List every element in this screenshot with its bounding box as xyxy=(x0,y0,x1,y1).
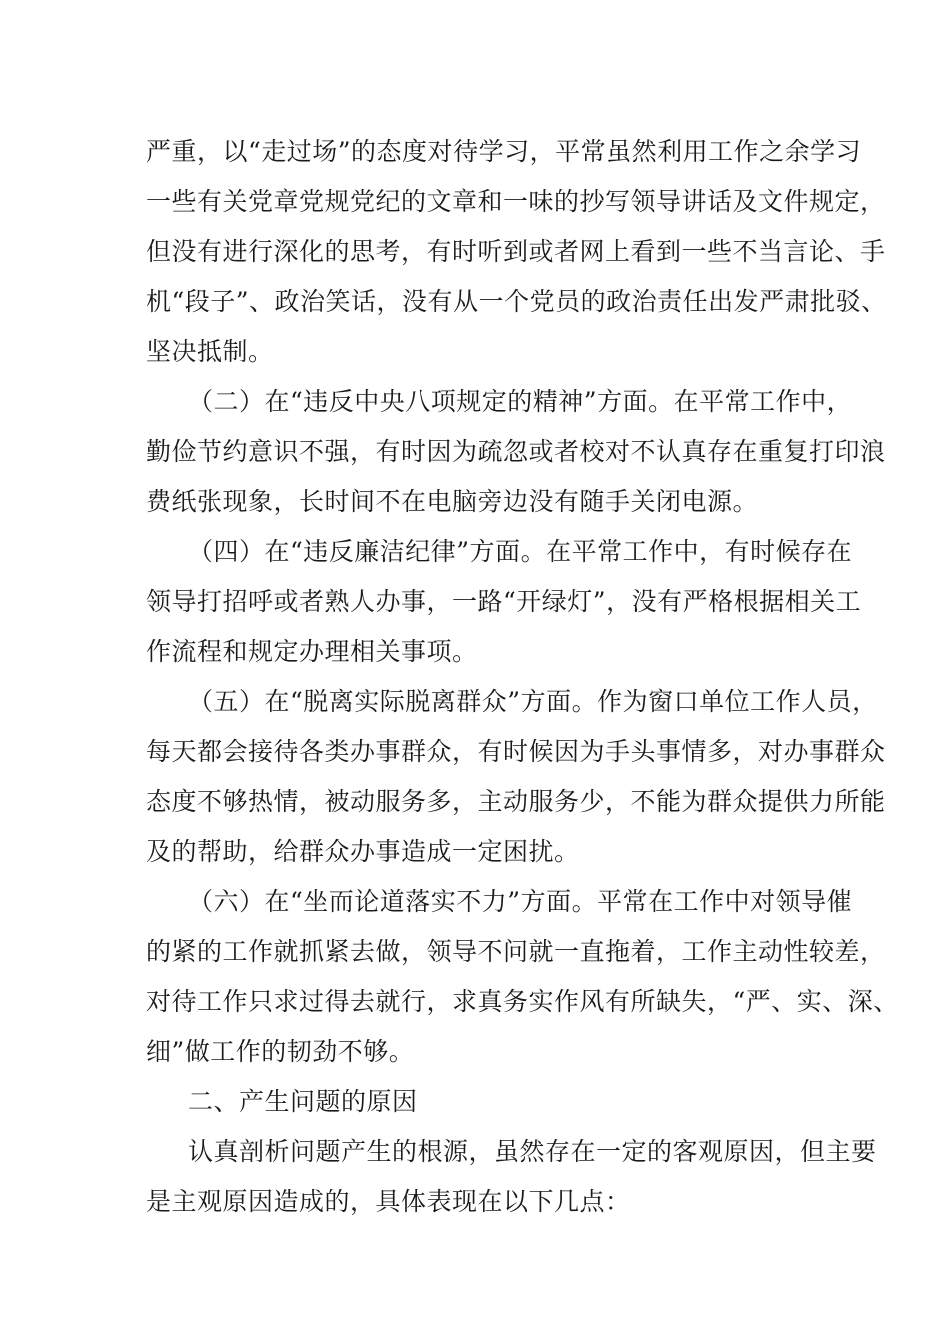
text-line: 严重，以“走过场”的态度对待学习，平常虽然利用工作之余学习 xyxy=(146,137,862,166)
paragraph-start-line: （四）在“违反廉洁纪律”方面。在平常工作中，有时候存在 xyxy=(188,537,853,566)
section-heading: 二、产生问题的原因 xyxy=(188,1087,418,1116)
text-line: 坚决抵制。 xyxy=(146,337,274,366)
text-line: 的紧的工作就抓紧去做，领导不问就一直拖着，工作主动性较差， xyxy=(146,937,886,966)
text-line: 对待工作只求过得去就行，求真务实作风有所缺失，“严、实、深、 xyxy=(146,987,899,1016)
paragraph-start-line: （五）在“脱离实际脱离群众”方面。作为窗口单位工作人员， xyxy=(188,687,878,716)
text-line: 一些有关党章党规党纪的文章和一味的抄写领导讲话及文件规定， xyxy=(146,187,886,216)
text-line: 每天都会接待各类办事群众，有时候因为手头事情多，对办事群众 xyxy=(146,737,886,766)
text-line: 作流程和规定办理相关事项。 xyxy=(146,637,478,666)
text-line: 机“段子”、政治笑话，没有从一个党员的政治责任出发严肃批驳、 xyxy=(146,287,887,316)
paragraph-start-line: （六）在“坐而论道落实不力”方面。平常在工作中对领导催 xyxy=(188,887,853,916)
text-line: 勤俭节约意识不强，有时因为疏忽或者校对不认真存在重复打印浪 xyxy=(146,437,886,466)
text-line: 领导打招呼或者熟人办事，一路“开绿灯”，没有严格根据相关工 xyxy=(146,587,862,616)
text-line: 态度不够热情，被动服务多，主动服务少，不能为群众提供力所能 xyxy=(146,787,886,816)
paragraph-start-line: 认真剖析问题产生的根源，虽然存在一定的客观原因，但主要 xyxy=(188,1137,877,1166)
text-line: 是主观原因造成的，具体表现在以下几点： xyxy=(146,1187,631,1216)
text-line: 费纸张现象，长时间不在电脑旁边没有随手关闭电源。 xyxy=(146,487,759,516)
text-line: 及的帮助，给群众办事造成一定困扰。 xyxy=(146,837,580,866)
text-line: 细”做工作的韧劲不够。 xyxy=(146,1037,415,1066)
text-line: 但没有进行深化的思考，有时听到或者网上看到一些不当言论、手 xyxy=(146,237,886,266)
paragraph-start-line: （二）在“违反中央八项规定的精神”方面。在平常工作中， xyxy=(188,387,853,416)
